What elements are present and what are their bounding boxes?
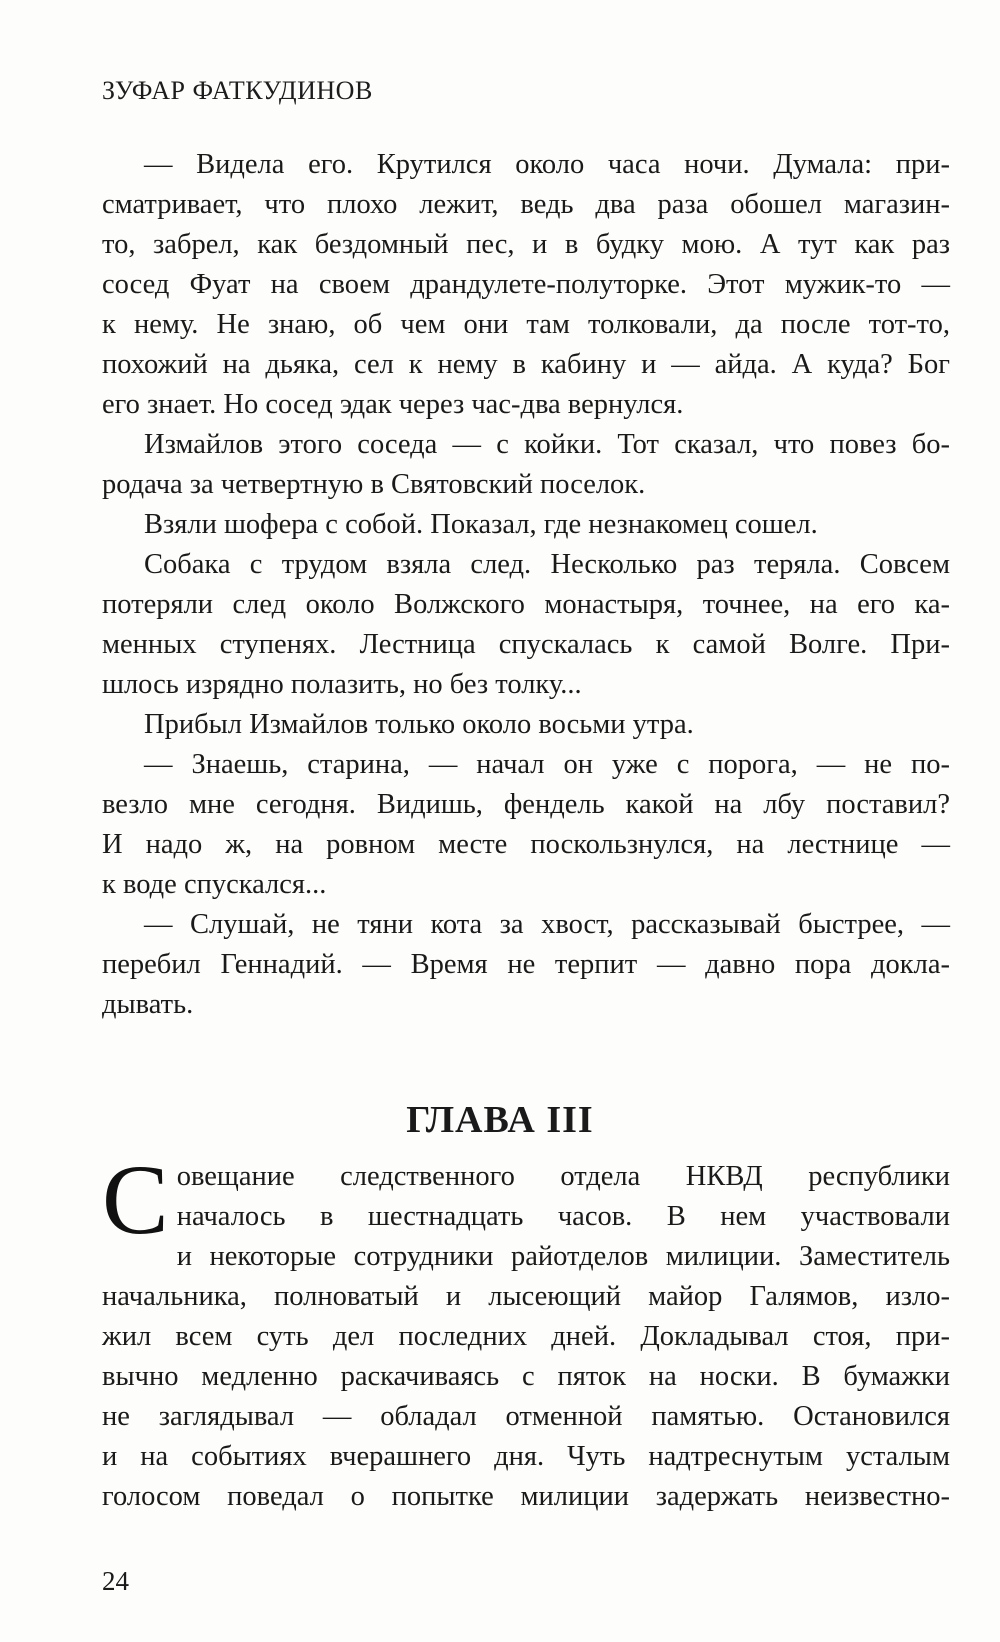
page-number: 24 [102, 1566, 129, 1596]
text-line: Прибыл Измайлов только около восьми утра. [144, 709, 694, 740]
text-line: не заглядывал — обладал отменной памятью. Остановился [102, 1401, 950, 1432]
text-line: началось в шестнадцать часов. В нем участвовали [176, 1201, 950, 1232]
text-line: к воде спускался... [102, 869, 327, 900]
text-line: к нему. Не знаю, об чем они там толковали, да после тот-то, [102, 309, 950, 340]
text-line: то, забрел, как бездомный пес, и в будку мою. А тут как раз [102, 229, 950, 260]
text-line: родача за четвертную в Святовский поселок. [102, 469, 646, 500]
drop-cap: С [102, 1144, 169, 1255]
text-line: перебил Геннадий. — Время не терпит — давно пора докла- [102, 949, 950, 980]
chapter-title: ГЛАВА III [406, 1099, 594, 1141]
body-text [102, 145, 950, 1025]
text-line: и на событиях вчерашнего дня. Чуть надтреснутым усталым [102, 1441, 950, 1472]
text-line: голосом поведал о попытке милиции задержать неизвестно- [102, 1481, 950, 1512]
text-line: везло мне сегодня. Видишь, фендель какой на лбу поставил? [102, 789, 950, 820]
text-line: и некоторые сотрудники райотделов милиции. Заместитель [176, 1241, 950, 1272]
text-line: И надо ж, на ровном месте поскользнулся, на лестнице — [102, 829, 950, 860]
text-line: его знает. Но сосед эдак через час-два вернулся. [102, 389, 684, 420]
text-line: дывать. [102, 989, 194, 1020]
chapter-text [102, 1144, 950, 1517]
text-line: сосед Фуат на своем драндулете-полуторке. Этот мужик-то — [102, 269, 950, 300]
text-line: потеряли след около Волжского монастыря, точнее, на его ка- [102, 589, 950, 620]
running-head: ЗУФАР ФАТКУДИНОВ [102, 76, 373, 105]
text-line: менных ступенях. Лестница спускалась к самой Волге. При- [102, 629, 950, 660]
text-line: вычно медленно раскачиваясь с пяток на носки. В бумажки [102, 1361, 950, 1392]
text-line: — Слушай, не тяни кота за хвост, рассказывай быстрее, — [144, 909, 950, 940]
text-line: — Видела его. Крутился около часа ночи. Думала: при- [144, 149, 950, 180]
text-line: сматривает, что плохо лежит, ведь два раза обошел магазин- [102, 189, 950, 220]
text-line: начальника, полноватый и лысеющий майор Галямов, изло- [102, 1281, 950, 1312]
text-line: жил всем суть дел последних дней. Докладывал стоя, при- [102, 1321, 950, 1352]
text-line: Взяли шофера с собой. Показал, где незнакомец сошел. [144, 509, 818, 540]
text-line: — Знаешь, старина, — начал он уже с порога, — не по- [144, 749, 950, 780]
text-line: Собака с трудом взяла след. Несколько раз теряла. Совсем [144, 549, 950, 580]
text-line: шлось изрядно полазить, но без толку... [102, 669, 582, 700]
text-line: Измайлов этого соседа — с койки. Тот сказал, что повез бо- [144, 429, 950, 460]
text-line: похожий на дьяка, сел к нему в кабину и — айда. А куда? Бог [102, 349, 950, 380]
text-line: овещание следственного отдела НКВД республики [176, 1161, 950, 1192]
